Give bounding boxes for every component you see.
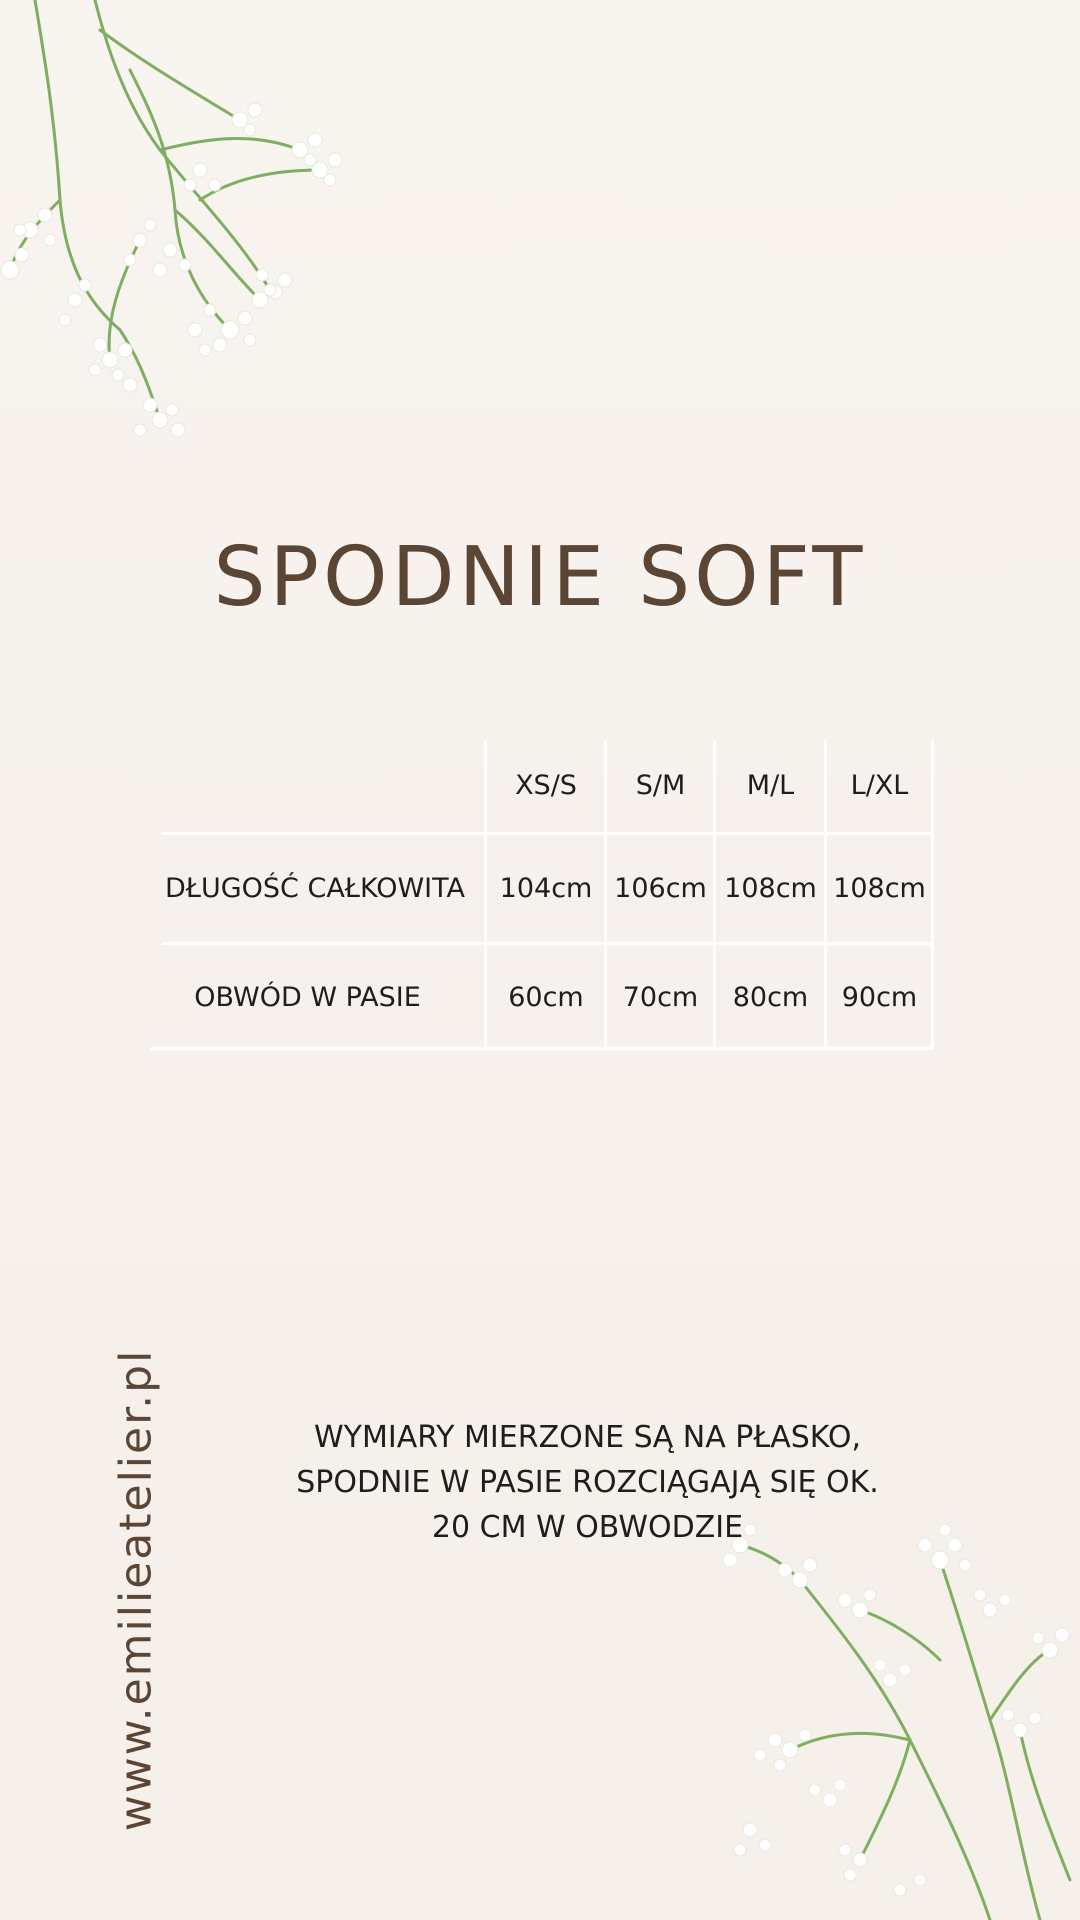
table-cell: 80cm: [732, 982, 809, 1013]
page-title: SPODNIE SOFT: [213, 530, 867, 625]
size-header: L/XL: [850, 770, 909, 801]
size-header: S/M: [635, 770, 686, 801]
table-cell: 70cm: [622, 982, 699, 1013]
table-divider: [150, 1047, 934, 1050]
table-divider: [931, 740, 934, 1050]
row-label: OBWÓD W PASIE: [194, 982, 421, 1013]
table-cell: 104cm: [499, 873, 593, 904]
size-header: XS/S: [515, 770, 577, 801]
note-line: SPODNIE W PASIE ROZCIĄGAJĄ SIĘ OK.: [296, 1465, 879, 1500]
table-cell: 60cm: [508, 982, 584, 1013]
table-cell: 108cm: [724, 873, 817, 904]
row-label: DŁUGOŚĆ CAŁKOWITA: [165, 873, 465, 904]
website-url: www.emilieatelier.pl: [110, 1348, 162, 1832]
size-header: M/L: [746, 770, 795, 801]
table-cell: 106cm: [614, 873, 707, 904]
flowers-top-left-image: [0, 0, 420, 460]
table-divider: [824, 740, 827, 1050]
table-divider: [713, 740, 716, 1050]
measurement-note: [140, 1415, 1035, 1550]
table-cell: 108cm: [833, 873, 926, 904]
note-line: 20 CM W OBWODZIE: [431, 1510, 744, 1545]
table-divider: [162, 832, 934, 835]
note-line: WYMIARY MIERZONE SĄ NA PŁASKO,: [314, 1420, 861, 1455]
size-table: [0, 740, 1080, 1050]
table-cell: 90cm: [841, 982, 918, 1013]
table-divider: [162, 942, 934, 945]
table-divider: [484, 740, 487, 1050]
table-divider: [604, 740, 607, 1050]
flowers-bottom-right-image: [690, 1500, 1080, 1920]
